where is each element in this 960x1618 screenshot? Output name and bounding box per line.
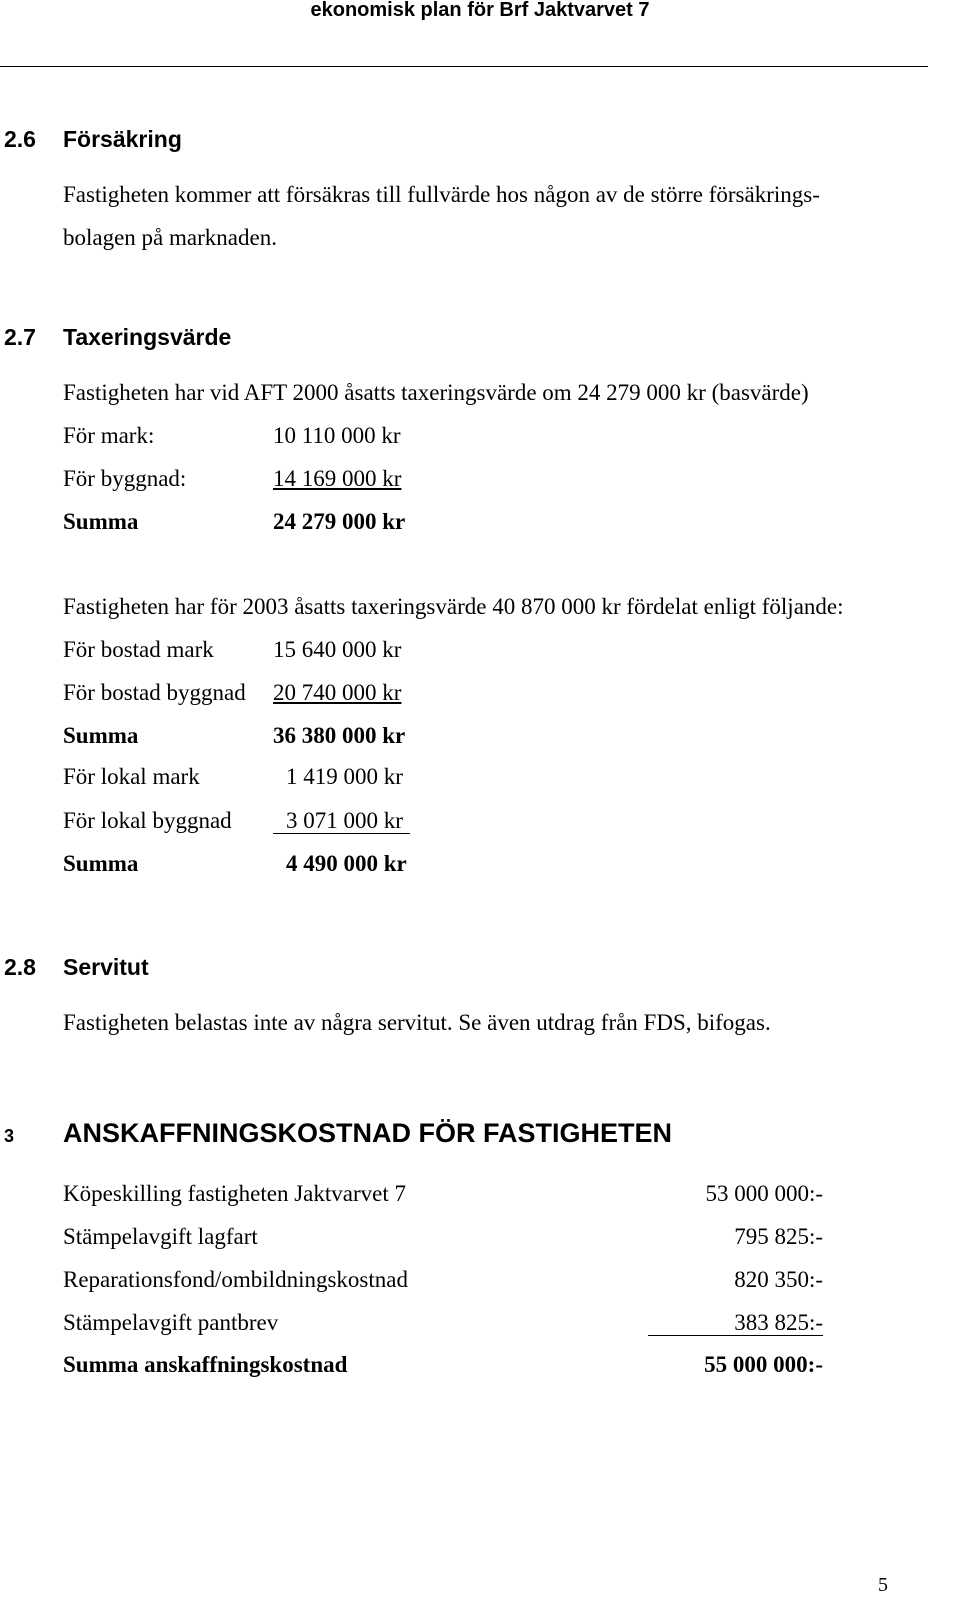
cost-label-kopeskilling: Köpeskilling fastigheten Jaktvarvet 7 (63, 1181, 407, 1206)
section-2-6-title: Försäkring (63, 126, 182, 152)
section-2-7-title: Taxeringsvärde (63, 324, 232, 350)
cost-value-summa: 55 000 000:- (704, 1352, 823, 1377)
tax-2003-value-lokal-mark: 1 419 000 kr (286, 764, 403, 789)
document-header-title: ekonomisk plan för Brf Jaktvarvet 7 (310, 0, 650, 21)
section-2-6-text-line1: Fastigheten kommer att försäkras till fullvärde hos någon av de större försäkrings- (63, 182, 820, 207)
tax-2003-label-bostad-mark: För bostad mark (63, 637, 214, 662)
tax-2003-value-bostad-mark: 15 640 000 kr (273, 637, 402, 662)
section-2-7-intro: Fastigheten har vid AFT 2000 åsatts taxeringsvärde om 24 279 000 kr (basvärde) (63, 380, 809, 405)
lokal-byggnad-underline (273, 833, 410, 834)
tax-2003-label-summa-lokal: Summa (63, 851, 139, 876)
tax-2000-value-mark: 10 110 000 kr (273, 423, 401, 448)
section-3-title: ANSKAFFNINGSKOSTNAD FÖR FASTIGHETEN (63, 1118, 673, 1148)
section-2-8-number: 2.8 (4, 954, 36, 980)
section-2-8-text: Fastigheten belastas inte av några servitut. Se även utdrag från FDS, bifogas. (63, 1010, 771, 1035)
section-2-6-text-line2: bolagen på marknaden. (63, 225, 277, 250)
cost-label-reparationsfond: Reparationsfond/ombildningskostnad (63, 1267, 408, 1292)
tax-2000-value-summa: 24 279 000 kr (273, 509, 406, 534)
tax-2003-label-summa-bostad: Summa (63, 723, 139, 748)
tax-2003-label-lokal-mark: För lokal mark (63, 764, 200, 789)
section-2-6-number: 2.6 (4, 126, 36, 152)
section-3-number: 3 (4, 1126, 15, 1146)
tax-2000-label-mark: För mark: (63, 423, 155, 448)
tax-2000-label-byggnad: För byggnad: (63, 466, 187, 491)
tax-2003-value-summa-lokal: 4 490 000 kr (286, 851, 407, 876)
cost-value-stampel-lagfart: 795 825:- (734, 1224, 823, 1249)
tax-2003-label-bostad-byggnad: För bostad byggnad (63, 680, 246, 705)
pantbrev-underline (648, 1335, 823, 1336)
tax-2003-value-summa-bostad: 36 380 000 kr (273, 723, 406, 748)
section-2-7-number: 2.7 (4, 324, 36, 350)
section-2-7-intro-2003: Fastigheten har för 2003 åsatts taxeringsvärde 40 870 000 kr fördelat enligt följande: (63, 594, 844, 619)
cost-value-reparationsfond: 820 350:- (734, 1267, 823, 1292)
cost-label-summa: Summa anskaffningskostnad (63, 1352, 348, 1377)
page-number: 5 (878, 1574, 888, 1596)
tax-2000-value-byggnad: 14 169 000 kr (273, 466, 402, 491)
cost-label-stampel-lagfart: Stämpelavgift lagfart (63, 1224, 258, 1249)
tax-2003-label-lokal-byggnad: För lokal byggnad (63, 808, 232, 833)
tax-2003-value-bostad-byggnad: 20 740 000 kr (273, 680, 402, 705)
tax-2000-label-summa: Summa (63, 509, 139, 534)
cost-label-stampel-pantbrev: Stämpelavgift pantbrev (63, 1310, 279, 1335)
section-2-8-title: Servitut (63, 954, 149, 980)
tax-2003-value-lokal-byggnad: 3 071 000 kr (286, 808, 403, 833)
cost-value-stampel-pantbrev: 383 825:- (734, 1310, 823, 1335)
cost-value-kopeskilling: 53 000 000:- (705, 1181, 823, 1206)
header-divider (0, 66, 928, 67)
